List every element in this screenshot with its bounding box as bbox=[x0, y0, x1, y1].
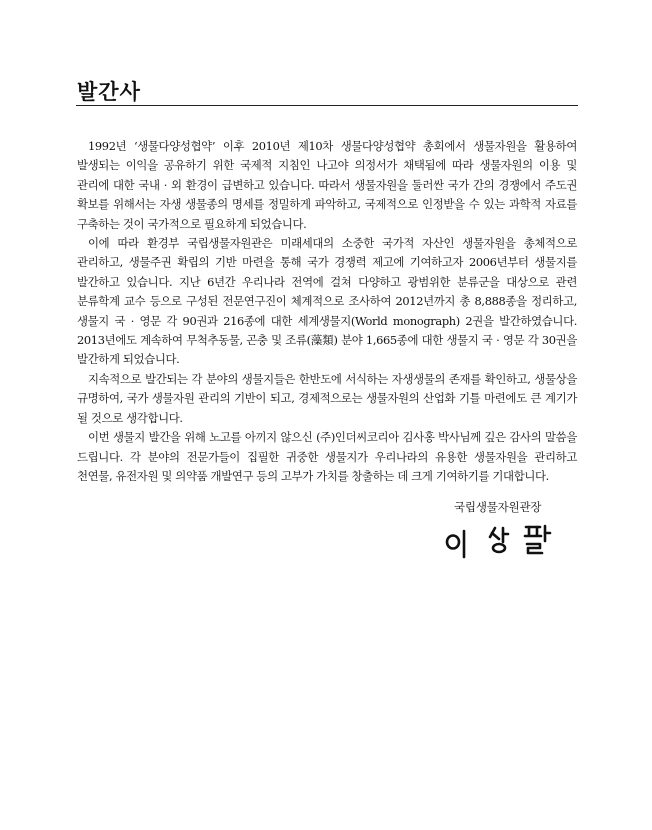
paragraph-2: 이에 따라 환경부 국립생물자원관은 미래세대의 소중한 국가적 자산인 생물자원을 총체적으로 관리하고, 생물주권 확립의 기반 마련을 통해 국가 경쟁력 제고에 기여하고자 2006년부터 생물지를 발간하고 있습니다. 지난 6년간 우리나라 전역에 걸쳐 다양하고 광범위한 분류군을 대상으로 관련 분류학계 교수 등으로 구성된 전문연구진이 체계적으로 조사하여 2012년까지 총 8,888종을 정리하고, 생물지 국 · 영문 각 90권과 216종에 대한 세계생물지(World monograph) 2권을 발간하였습니다. 2013년에도 계속하여 무척추동물, 곤충 및 조류(藻類) 분야 1,665종에 대한 생물지 국 · 영문 각 30권을 발간하게 되었습니다. bbox=[77, 236, 577, 367]
page-title: 발간사 bbox=[77, 80, 141, 104]
signoff-title: 국립생물자원관장 bbox=[454, 500, 542, 514]
preface-body bbox=[77, 137, 577, 486]
handwritten-signature bbox=[440, 522, 560, 564]
title-divider bbox=[76, 105, 578, 106]
paragraph-4: 이번 생물지 발간을 위해 노고를 아끼지 않으신 (주)인더씨코리아 김사홍 박사님께 깊은 감사의 말씀을 드립니다. 각 분야의 전문가들이 집필한 귀중한 생물지가 우리나라의 유용한 생물자원을 관리하고 천연물, 유전자원 및 의약품 개발연구 등의 고부가 가치를 창출하는 데 크게 기여하기를 기대합니다. bbox=[77, 430, 577, 483]
paragraph-3: 지속적으로 발간되는 각 분야의 생물지들은 한반도에 서식하는 자생생물의 존재를 확인하고, 생물상을 규명하여, 국가 생물자원 관리의 기반이 되고, 경제적으로는 생물자원의 산업화 기틀 마련에도 큰 계기가 될 것으로 생각합니다. bbox=[77, 371, 577, 425]
paragraph-1: 1992년 ‘생물다양성협약’ 이후 2010년 제10차 생물다양성협약 총회에서 생물자원을 활용하여 발생되는 이익을 공유하기 위한 국제적 지침인 나고야 의정서가 채택됨에 따라 생물자원의 이용 및 관리에 대한 국내 · 외 환경이 급변하고 있습니다. 따라서 생물자원을 둘러싼 국가 간의 경쟁에서 주도권 확보를 위해서는 자생 생물종의 명세를 정밀하게 파악하고, 국제적으로 인정받을 수 있는 과학적 자료를 구축하는 것이 국가적으로 필요하게 되었습니다. bbox=[77, 139, 577, 231]
